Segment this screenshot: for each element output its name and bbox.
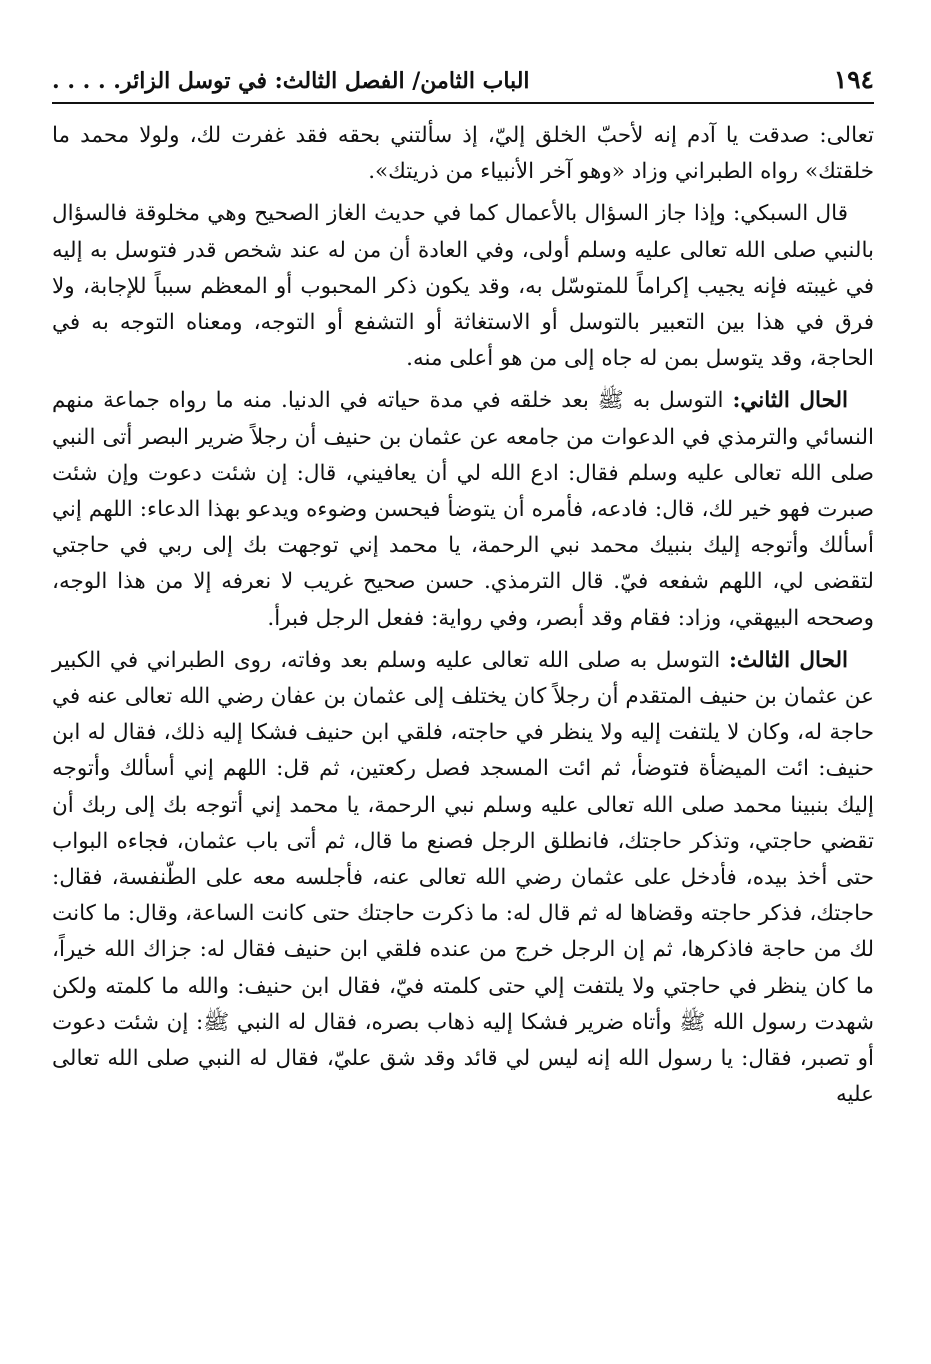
paragraph-second-state xyxy=(52,383,874,636)
paragraph-text: التوسل به صلى الله تعالى عليه وسلم بعد وفاته، روى الطبراني في الكبير عن عثمان بن حنيف المتقدم أن رجلاً كان يختلف إلى عثمان بن عفان رضي الله تعالى عنه في حاجة له، وكان لا يلتفت إليه ولا ينظر في حاجته، فلقي ابن حنيف فشكا إليه ذلك، فقال له ابن حنيف: ائت الميضأة فتوضأ، ثم ائت المسجد فصل ركعتين، ثم قل: اللهم إني أسألك وأتوجه إليك بنبينا محمد صلى الله تعالى عليه وسلم نبي الرحمة، يا محمد إني أتوجه بك إلى ربك أن تقضي حاجتي، وتذكر حاجتك، فانطلق الرجل فصنع ما قال، ثم أتى باب عثمان، فجاءه البواب حتى أخذ بيده، فأدخل على عثمان رضي الله تعالى عنه، فأجلسه معه على الطّنفسة، فقال: حاجتك، فذكر حاجته وقضاها له ثم قال له: ما ذكرت حاجتك حتى كانت الساعة، وقال: ما كانت لك من حاجة فاذكرها، ثم إن الرجل خرج من عنده فلقي ابن حنيف فقال له: جزاك الله خيراً، ما كان ينظر في حاجتي ولا يلتفت إلي حتى كلمته فيّ، فقال ابن حنيف: والله ما كلمته ولكن شهدت رسول الله ﷺ وأتاه ضرير فشكا إليه ذهاب بصره، فقال له النبي ﷺ: إن شئت دعوت أو تصبر، فقال: يا رسول الله إنه ليس لي قائد وقد شق عليّ، فقال له النبي صلى الله تعالى عليه xyxy=(52,647,874,1108)
paragraph-subki xyxy=(52,196,874,377)
page-header xyxy=(52,58,874,104)
paragraph-continuation xyxy=(52,118,874,190)
page-number: ١٩٤ xyxy=(833,65,874,94)
body-text xyxy=(52,118,874,1113)
section-label: الحال الثاني: xyxy=(732,388,848,414)
section-label: الحال الثالث: xyxy=(728,647,848,673)
book-page xyxy=(52,58,874,1348)
paragraph-text: التوسل به ﷺ بعد خلقه في مدة حياته في الدنيا. منه ما رواه جماعة منهم النسائي والترمذي في الدعوات من جامعه عن عثمان بن حنيف أن رجلاً ضرير البصر أتى النبي صلى الله تعالى عليه وسلم فقال: ادع الله لي أن يعافيني، قال: إن شئت دعوت وإن شئت صبرت فهو خير لك، قال: فادعه، فأمره أن يتوضأ فيحسن وضوءه ويدعو بهذا الدعاء: اللهم إني أسألك وأتوجه إليك بنبيك محمد نبي الرحمة، يا محمد إني توجهت بك إلى ربي في حاجتي لتقضى لي، اللهم شفعه فيّ. قال الترمذي. حسن صحيح غريب لا نعرفه إلا من هذا الوجه، وصححه البيهقي، وزاد: فقام وقد أبصر، وفي رواية: ففعل الرجل فبرأ. xyxy=(52,388,874,631)
paragraph-third-state xyxy=(52,643,874,1114)
running-head: الباب الثامن/ الفصل الثالث: في توسل الزائر. . . . . xyxy=(52,68,530,94)
paragraph-text: تعالى: صدقت يا آدم إنه لأحبّ الخلق إليّ، إذ سألتني بحقه فقد غفرت لك، ولولا محمد ما خلقتك» رواه الطبراني وزاد «وهو آخر الأنبياء من ذريتك». xyxy=(52,123,874,185)
paragraph-text: قال السبكي: وإذا جاز السؤال بالأعمال كما في حديث الغاز الصحيح وهي مخلوقة فالسؤال بالنبي صلى الله تعالى عليه وسلم أولى، وفي العادة أن من له عند شخص قدر فتوسل به إليه في غيبته فإنه يجيب إكراماً للمتوسّل به، وقد يكون ذكر المحبوب أو المعظم سبباً للإجابة، ولا فرق في هذا بين التعبير بالتوسل أو الاستغاثة أو التشفع أو التوجه، ومعناه التوجه به في الحاجة، وقد يتوسل بمن له جاه إلى من هو أعلى منه. xyxy=(52,201,874,372)
